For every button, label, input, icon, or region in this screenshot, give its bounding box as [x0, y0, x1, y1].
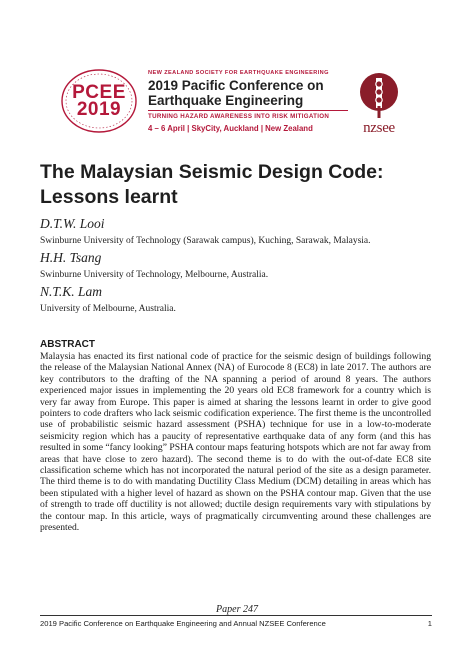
conference-title-line2: Earthquake Engineering — [148, 93, 304, 108]
author-affiliation: Swinburne University of Technology (Sarawak campus), Kuching, Sarawak, Malaysia. — [40, 236, 371, 246]
author-name: N.T.K. Lam — [40, 284, 103, 299]
abstract-heading: ABSTRACT — [40, 339, 95, 350]
pcee-logo-line1: PCEE — [72, 82, 126, 103]
footer-divider — [40, 615, 432, 616]
pcee-logo-text — [60, 84, 138, 118]
pcee-logo-line2: 2019 — [76, 99, 122, 120]
paper-number: Paper 247 — [216, 604, 258, 615]
author-name: H.H. Tsang — [40, 250, 102, 265]
conference-dates: 4 – 6 April | SkyCity, Auckland | New Zealand — [148, 124, 313, 133]
footer-conference: 2019 Pacific Conference on Earthquake Engineering and Annual NZSEE Conference — [40, 619, 326, 628]
author-affiliation: University of Melbourne, Australia. — [40, 304, 176, 314]
conference-title — [148, 78, 348, 108]
society-name: NEW ZEALAND SOCIETY FOR EARTHQUAKE ENGINEERING — [148, 70, 329, 76]
abstract-text: Malaysia has enacted its first national code of practice for the seismic design of buildings following the release of the Malaysian National Annex (NA) of Eurocode 8 (EC8) in late 2017. The authors are key contributors to the drafting of the NA spanning a period of around 8 years. The authors experienced major issues in implementing the 20 years old EC8 framework for a country which is very far away from Europe. This paper is aimed at sharing the lessons learnt in order to give good pointers to code drafters who lack seismic codification experience. The first theme is the uncontrolled use of probabilistic seismic hazard assessment (PSHA) technique for use in a low-to-moderate seismicity region which has a paucity of representative earthquake data of any form (and this has resulted in some “fancy looking” PSHA contour maps featuring hotspots which are not far away from areas that have close to zero hazard). The second theme is to do with the out-of-date EC8 site classification scheme which has not incorporated the natural period of the site as a design parameter. The third theme is to do with mandating Ductility Class Medium (DCM) detailing in areas which has been stipulated with a higher level of hazard as shown on the PSHA contour map. Given that the use of strength to trade off ductility is not allowed; ductile design requirements vary with stipulations by the contour map. In this article, ways of pragmatically circumventing around these challenges are presented. — [40, 351, 431, 534]
page-number: 1 — [427, 619, 432, 628]
paper-title: The Malaysian Seismic Design Code: Lessons learnt — [40, 161, 384, 208]
conference-title-line1: 2019 Pacific Conference on — [148, 78, 324, 93]
conference-info — [148, 70, 348, 133]
conference-tagline: TURNING HAZARD AWARENESS INTO RISK MITIGATION — [148, 110, 348, 120]
nzsee-logo-text: nzsee — [363, 120, 395, 136]
author-name: D.T.W. Looi — [40, 216, 105, 231]
author-affiliation: Swinburne University of Technology, Melbourne, Australia. — [40, 270, 269, 280]
conference-banner — [0, 0, 474, 140]
